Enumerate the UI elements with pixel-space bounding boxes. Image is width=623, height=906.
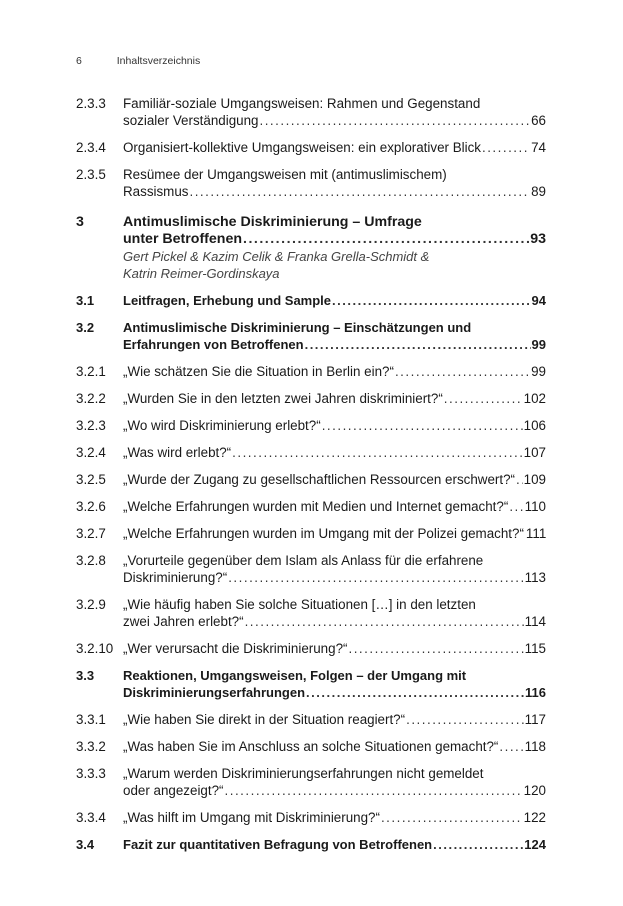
toc-entry-page: 110 bbox=[524, 499, 546, 514]
toc-entry-title-line: Familiär-soziale Umgangsweisen: Rahmen und Gegenstand bbox=[123, 96, 481, 111]
toc-entry-title-line: oder angezeigt?“ bbox=[123, 783, 224, 798]
toc-entry-title-line: „Wie häufig haben Sie solche Situationen […] in den letzten bbox=[123, 597, 476, 612]
toc-entry-title-line: Leitfragen, Erhebung und Sample bbox=[123, 293, 332, 308]
running-head bbox=[76, 55, 200, 67]
toc-entry-page: 118 bbox=[524, 739, 546, 754]
toc-entry-title-line: Organisiert-kollektive Umgangsweisen: ein explorativer Blick bbox=[123, 140, 481, 155]
dot-leader bbox=[245, 613, 524, 630]
toc-entry-number: 3.2.3 bbox=[76, 418, 106, 433]
dot-leader bbox=[516, 471, 523, 488]
dot-leader bbox=[499, 738, 523, 755]
toc-entry-number: 3.2.10 bbox=[76, 641, 114, 656]
toc-entry-title-line: „Was hilft im Umgang mit Diskriminierung?“ bbox=[123, 810, 380, 825]
toc-entry-title-line: „Warum werden Diskriminierungserfahrungen nicht gemeldet bbox=[123, 766, 484, 781]
dot-leader bbox=[243, 231, 529, 248]
toc-entry-title-line: Antimuslimische Diskriminierung – Umfrage bbox=[123, 214, 422, 230]
dot-leader bbox=[433, 836, 523, 853]
toc-entry-title-line: „Wie schätzen Sie die Situation in Berlin ein?“ bbox=[123, 364, 394, 379]
toc-entry-title-line: „Wer verursacht die Diskriminierung?“ bbox=[123, 641, 348, 656]
toc-entry-title-line: Resümee der Umgangsweisen mit (antimuslimischem) bbox=[123, 167, 447, 182]
toc-entry[interactable] bbox=[76, 214, 546, 282]
toc-entry-number: 3.4 bbox=[76, 837, 95, 852]
toc-entry[interactable] bbox=[76, 596, 546, 630]
toc-entry-title-line: unter Betroffenen bbox=[123, 231, 243, 247]
chapter-authors: Katrin Reimer-Gordinskaya bbox=[123, 266, 280, 281]
toc-entry-number: 3.3 bbox=[76, 668, 95, 683]
toc-entry[interactable] bbox=[76, 809, 546, 826]
dot-leader bbox=[381, 809, 523, 826]
dot-leader bbox=[444, 390, 523, 407]
toc-entry-page: 124 bbox=[524, 837, 546, 852]
toc-entry-title-line: Erfahrungen von Betroffenen bbox=[123, 337, 304, 352]
toc-entry[interactable] bbox=[76, 711, 546, 728]
toc-entry-page: 106 bbox=[523, 418, 546, 433]
toc-entry[interactable] bbox=[76, 498, 546, 515]
toc-entry-title-line: Fazit zur quantitativen Befragung von Betroffenen bbox=[123, 837, 433, 852]
toc-entry[interactable] bbox=[76, 444, 546, 461]
toc-entry-title-line: „Was wird erlebt?“ bbox=[123, 445, 232, 460]
toc-entry-number: 3.2.7 bbox=[76, 526, 106, 541]
toc-entry-number: 3.2.6 bbox=[76, 499, 106, 514]
dot-leader bbox=[482, 139, 530, 156]
toc-entry-title-line: Diskriminierungserfahrungen bbox=[123, 685, 306, 700]
toc-entry-title-line: „Wurden Sie in den letzten zwei Jahren diskriminiert?“ bbox=[123, 391, 443, 406]
toc-entry-page: 115 bbox=[524, 641, 546, 656]
toc-entry-number: 3.2 bbox=[76, 320, 95, 335]
toc-entry-title-line: Reaktionen, Umgangsweisen, Folgen – der Umgang mit bbox=[123, 668, 467, 683]
toc-entry[interactable] bbox=[76, 95, 546, 129]
toc-entry-title-line: „Wie haben Sie direkt in der Situation reagiert?“ bbox=[123, 712, 406, 727]
toc-entry[interactable] bbox=[76, 525, 546, 542]
dot-leader bbox=[305, 336, 531, 353]
toc-entry-page: 122 bbox=[523, 810, 546, 825]
toc-entry-page: 94 bbox=[531, 293, 546, 308]
toc-entry-number: 3.1 bbox=[76, 293, 95, 308]
toc-entry-number: 2.3.3 bbox=[76, 96, 106, 111]
page-number: 6 bbox=[76, 55, 82, 67]
toc-entry-page: 113 bbox=[524, 570, 546, 585]
toc-entry[interactable] bbox=[76, 738, 546, 755]
toc-entry-title-line: „Vorurteile gegenüber dem Islam als Anlass für die erfahrene bbox=[123, 553, 484, 568]
toc-entry-title-line: „Welche Erfahrungen wurden mit Medien und Internet gemacht?“ bbox=[123, 499, 509, 514]
toc-entry[interactable] bbox=[76, 417, 546, 434]
toc-entry-page: 99 bbox=[531, 364, 546, 379]
dot-leader bbox=[348, 640, 523, 657]
running-title: Inhaltsverzeichnis bbox=[116, 55, 201, 67]
toc-entry-number: 3.3.4 bbox=[76, 810, 106, 825]
dot-leader bbox=[189, 183, 530, 200]
toc-entry-page: 74 bbox=[531, 140, 546, 155]
toc-entry-page: 89 bbox=[531, 184, 546, 199]
toc-entry-page: 66 bbox=[531, 113, 546, 128]
toc-entry-number: 3.2.2 bbox=[76, 391, 106, 406]
toc-entry-page: 116 bbox=[525, 685, 546, 700]
dot-leader bbox=[306, 684, 524, 701]
toc-entry[interactable] bbox=[76, 166, 546, 200]
dot-leader bbox=[332, 292, 531, 309]
toc-entry[interactable] bbox=[76, 836, 546, 853]
toc-entry-title-line: „Wo wird Diskriminierung erlebt?“ bbox=[123, 418, 321, 433]
toc-entry-number: 3.2.9 bbox=[76, 597, 106, 612]
toc-entry[interactable] bbox=[76, 667, 546, 701]
toc-entry[interactable] bbox=[76, 319, 546, 353]
dot-leader bbox=[395, 363, 530, 380]
toc-entry-page: 102 bbox=[523, 391, 546, 406]
toc-entry[interactable] bbox=[76, 363, 546, 380]
toc-entry-number: 3.3.3 bbox=[76, 766, 106, 781]
toc-entry[interactable] bbox=[76, 552, 546, 586]
toc-entry-page: 120 bbox=[523, 783, 546, 798]
toc-entry-number: 3.2.4 bbox=[76, 445, 106, 460]
toc-entry-page: 109 bbox=[523, 472, 546, 487]
dot-leader bbox=[225, 782, 523, 799]
toc-entry-number: 2.3.5 bbox=[76, 167, 106, 182]
toc-entry-number: 3.3.2 bbox=[76, 739, 106, 754]
toc-entry[interactable] bbox=[76, 471, 546, 488]
toc-entry[interactable] bbox=[76, 292, 546, 309]
toc-entry-number: 3.3.1 bbox=[76, 712, 106, 727]
toc-entry-title-line: sozialer Verständigung bbox=[123, 113, 259, 128]
toc-entry-title-line: Antimuslimische Diskriminierung – Einschätzungen und bbox=[123, 320, 472, 335]
toc-entry-page: 117 bbox=[524, 712, 546, 727]
toc-entry-page: 107 bbox=[523, 445, 546, 460]
toc-entry-number: 3.2.1 bbox=[76, 364, 106, 379]
dot-leader bbox=[228, 569, 523, 586]
chapter-authors: Gert Pickel & Kazim Celik & Franka Grella-Schmidt & bbox=[123, 249, 430, 264]
dot-leader bbox=[322, 417, 523, 434]
toc-entry[interactable] bbox=[76, 765, 546, 799]
toc-entry-page: 99 bbox=[531, 337, 546, 352]
toc-entry-page: 93 bbox=[530, 231, 546, 247]
dot-leader bbox=[232, 444, 523, 461]
toc-entry-title-line: „Welche Erfahrungen wurden im Umgang mit der Polizei gemacht?“ bbox=[123, 526, 524, 541]
toc-entry-number: 3.2.8 bbox=[76, 553, 106, 568]
toc-entry-page: 114 bbox=[524, 614, 546, 629]
toc-entry-number: 3 bbox=[76, 214, 84, 230]
dot-leader bbox=[509, 498, 523, 515]
toc-entry[interactable] bbox=[76, 139, 546, 156]
toc-entry-title-line: Rassismus bbox=[123, 184, 189, 199]
toc-entry-title-line: zwei Jahren erlebt?“ bbox=[123, 614, 244, 629]
toc-entry-title-line: „Wurde der Zugang zu gesellschaftlichen Ressourcen erschwert?“ bbox=[123, 472, 515, 487]
toc-entry-number: 2.3.4 bbox=[76, 140, 106, 155]
dot-leader bbox=[406, 711, 524, 728]
table-of-contents bbox=[76, 95, 546, 863]
toc-entry-number: 3.2.5 bbox=[76, 472, 106, 487]
toc-entry[interactable] bbox=[76, 640, 546, 657]
toc-entry-title-line: „Was haben Sie im Anschluss an solche Situationen gemacht?“ bbox=[123, 739, 499, 754]
toc-entry[interactable] bbox=[76, 390, 546, 407]
dot-leader bbox=[259, 112, 530, 129]
toc-entry-title-line: Diskriminierung?“ bbox=[123, 570, 228, 585]
toc-entry-page: 111 bbox=[525, 526, 547, 541]
